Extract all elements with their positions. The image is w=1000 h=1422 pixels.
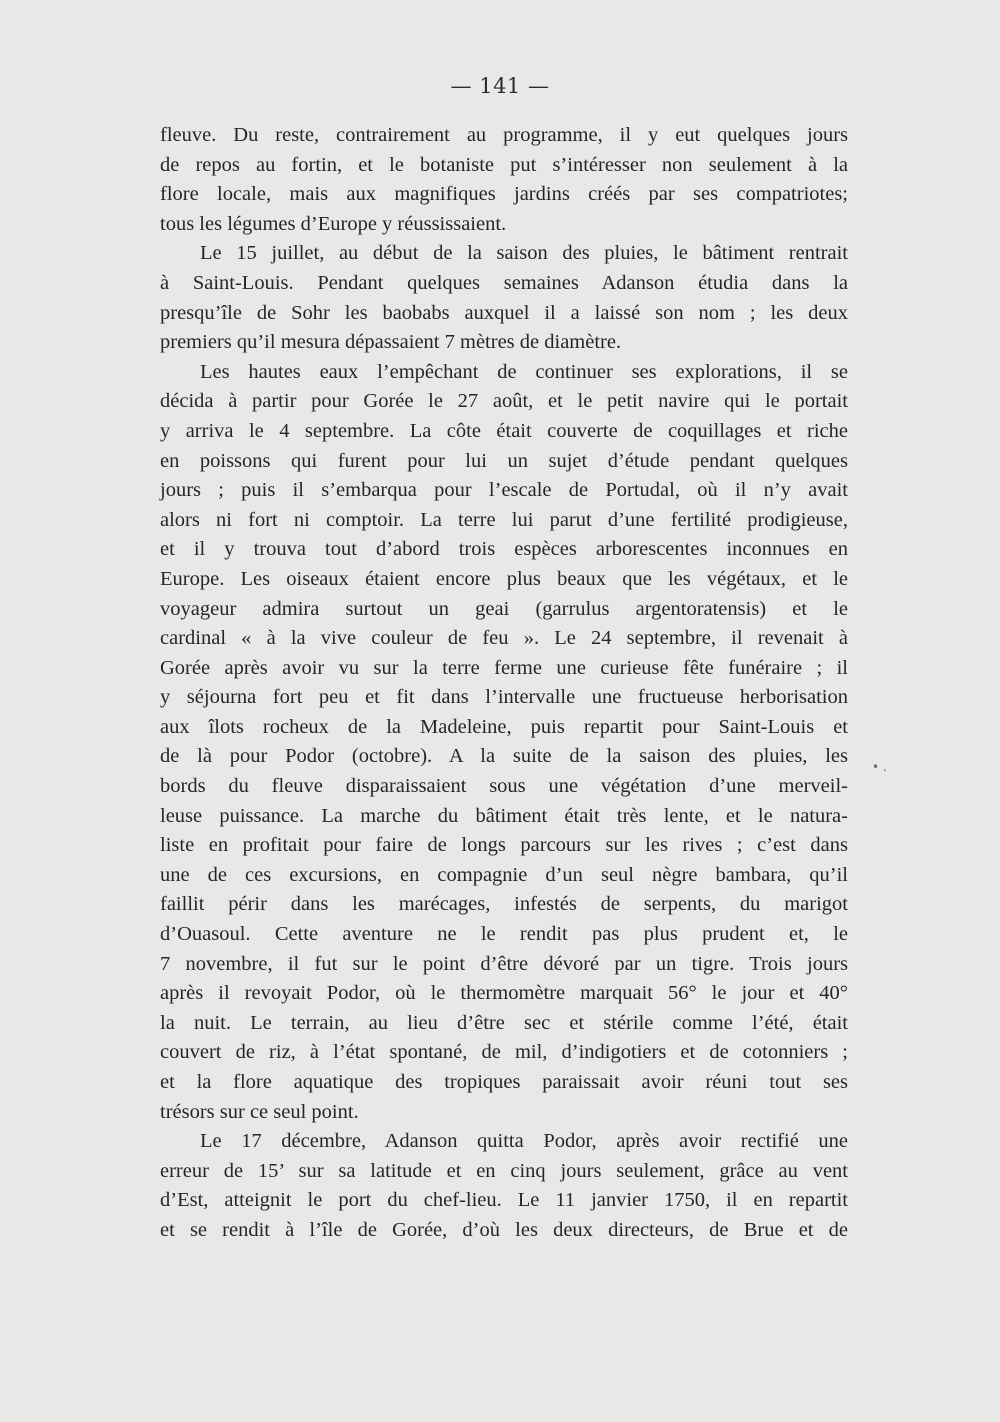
text-line: couvert de riz, à l’état spontané, de mil, d’indigotiers et de cotonniers ;	[160, 1041, 848, 1064]
text-line: 7 novembre, il fut sur le point d’être dévoré par un tigre. Trois jours	[160, 952, 848, 975]
text-line: trésors sur ce seul point.	[160, 1100, 359, 1123]
text-line: la nuit. Le terrain, au lieu d’être sec et stérile comme l’été, était	[160, 1011, 848, 1034]
text-line: faillit périr dans les marécages, infestés de serpents, du marigot	[160, 893, 848, 916]
text-line: et se rendit à l’île de Gorée, d’où les deux directeurs, de Brue et de	[160, 1218, 848, 1241]
text-line: après il revoyait Podor, où le thermomètre marquait 56° le jour et 40°	[160, 982, 848, 1005]
text-line: leuse puissance. La marche du bâtiment était très lente, et le natura-	[160, 804, 848, 827]
text-line: flore locale, mais aux magnifiques jardins créés par ses compatriotes;	[160, 183, 848, 206]
text-line: décida à partir pour Gorée le 27 août, et le petit navire qui le portait	[160, 390, 848, 413]
text-line: Les hautes eaux l’empêchant de continuer ses explorations, il se	[200, 360, 848, 383]
text-line: Le 15 juillet, au début de la saison des pluies, le bâtiment rentrait	[200, 242, 848, 265]
text-line: d’Est, atteignit le port du chef-lieu. Le 11 janvier 1750, il en repartit	[160, 1189, 848, 1212]
text-line: bords du fleuve disparaissaient sous une végétation d’une merveil-	[160, 775, 848, 798]
text-line: premiers qu’il mesura dépassaient 7 mètres de diamètre.	[160, 331, 622, 354]
margin-mark: • .	[872, 760, 887, 774]
text-line: erreur de 15’ sur sa latitude et en cinq jours seulement, grâce au vent	[160, 1159, 848, 1182]
text-line: liste en profitait pour faire de longs parcours sur les rives ; c’est dans	[160, 834, 848, 857]
text-line: à Saint-Louis. Pendant quelques semaines Adanson étudia dans la	[160, 271, 848, 294]
text-line: Le 17 décembre, Adanson quitta Podor, après avoir rectifié une	[200, 1130, 848, 1153]
text-line: y séjourna fort peu et fit dans l’intervalle une fructueuse herborisation	[160, 686, 848, 709]
text-line: Gorée après avoir vu sur la terre ferme une curieuse fête funéraire ; il	[160, 656, 848, 679]
text-line: et la flore aquatique des tropiques paraissait avoir réuni tout ses	[160, 1071, 848, 1093]
text-line: fleuve. Du reste, contrairement au programme, il y eut quelques jours	[160, 124, 848, 146]
text-line: de repos au fortin, et le botaniste put s’intéresser non seulement à la	[160, 153, 848, 176]
text-line: et il y trouva tout d’abord trois espèces arborescentes inconnues en	[160, 538, 848, 561]
text-line: alors ni fort ni comptoir. La terre lui parut d’une fertilité prodigieuse,	[160, 508, 848, 531]
paragraph	[160, 358, 848, 1127]
text-line: Europe. Les oiseaux étaient encore plus beaux que les végétaux, et le	[160, 567, 848, 590]
text-line: aux îlots rocheux de la Madeleine, puis repartit pour Saint-Louis et	[160, 715, 848, 738]
text-line: en poissons qui furent pour lui un sujet d’étude pendant quelques	[160, 449, 848, 472]
text-line: tous les légumes d’Europe y réussissaient.	[160, 212, 507, 235]
text-line: cardinal « à la vive couleur de feu ». Le 24 septembre, il revenait à	[160, 627, 848, 650]
text-line: une de ces excursions, en compagnie d’un seul nègre bambara, qu’il	[160, 863, 848, 886]
text-line: jours ; puis il s’embarqua pour l’escale de Portudal, où il n’y avait	[160, 479, 848, 502]
paragraph	[160, 121, 848, 239]
page-number: — 141 —	[450, 74, 550, 98]
text-line: d’Ouasoul. Cette aventure ne le rendit pas plus prudent et, le	[160, 923, 848, 946]
paragraph	[160, 239, 848, 357]
paragraph	[160, 1127, 848, 1245]
body-text	[160, 121, 848, 1246]
text-line: de là pour Podor (octobre). A la suite de la saison des pluies, les	[160, 745, 848, 768]
text-line: voyageur admira surtout un geai (garrulus argentoratensis) et le	[160, 597, 848, 620]
text-line: y arriva le 4 septembre. La côte était couverte de coquillages et riche	[160, 419, 848, 442]
text-line: presqu’île de Sohr les baobabs auxquel il a laissé son nom ; les deux	[160, 301, 848, 324]
